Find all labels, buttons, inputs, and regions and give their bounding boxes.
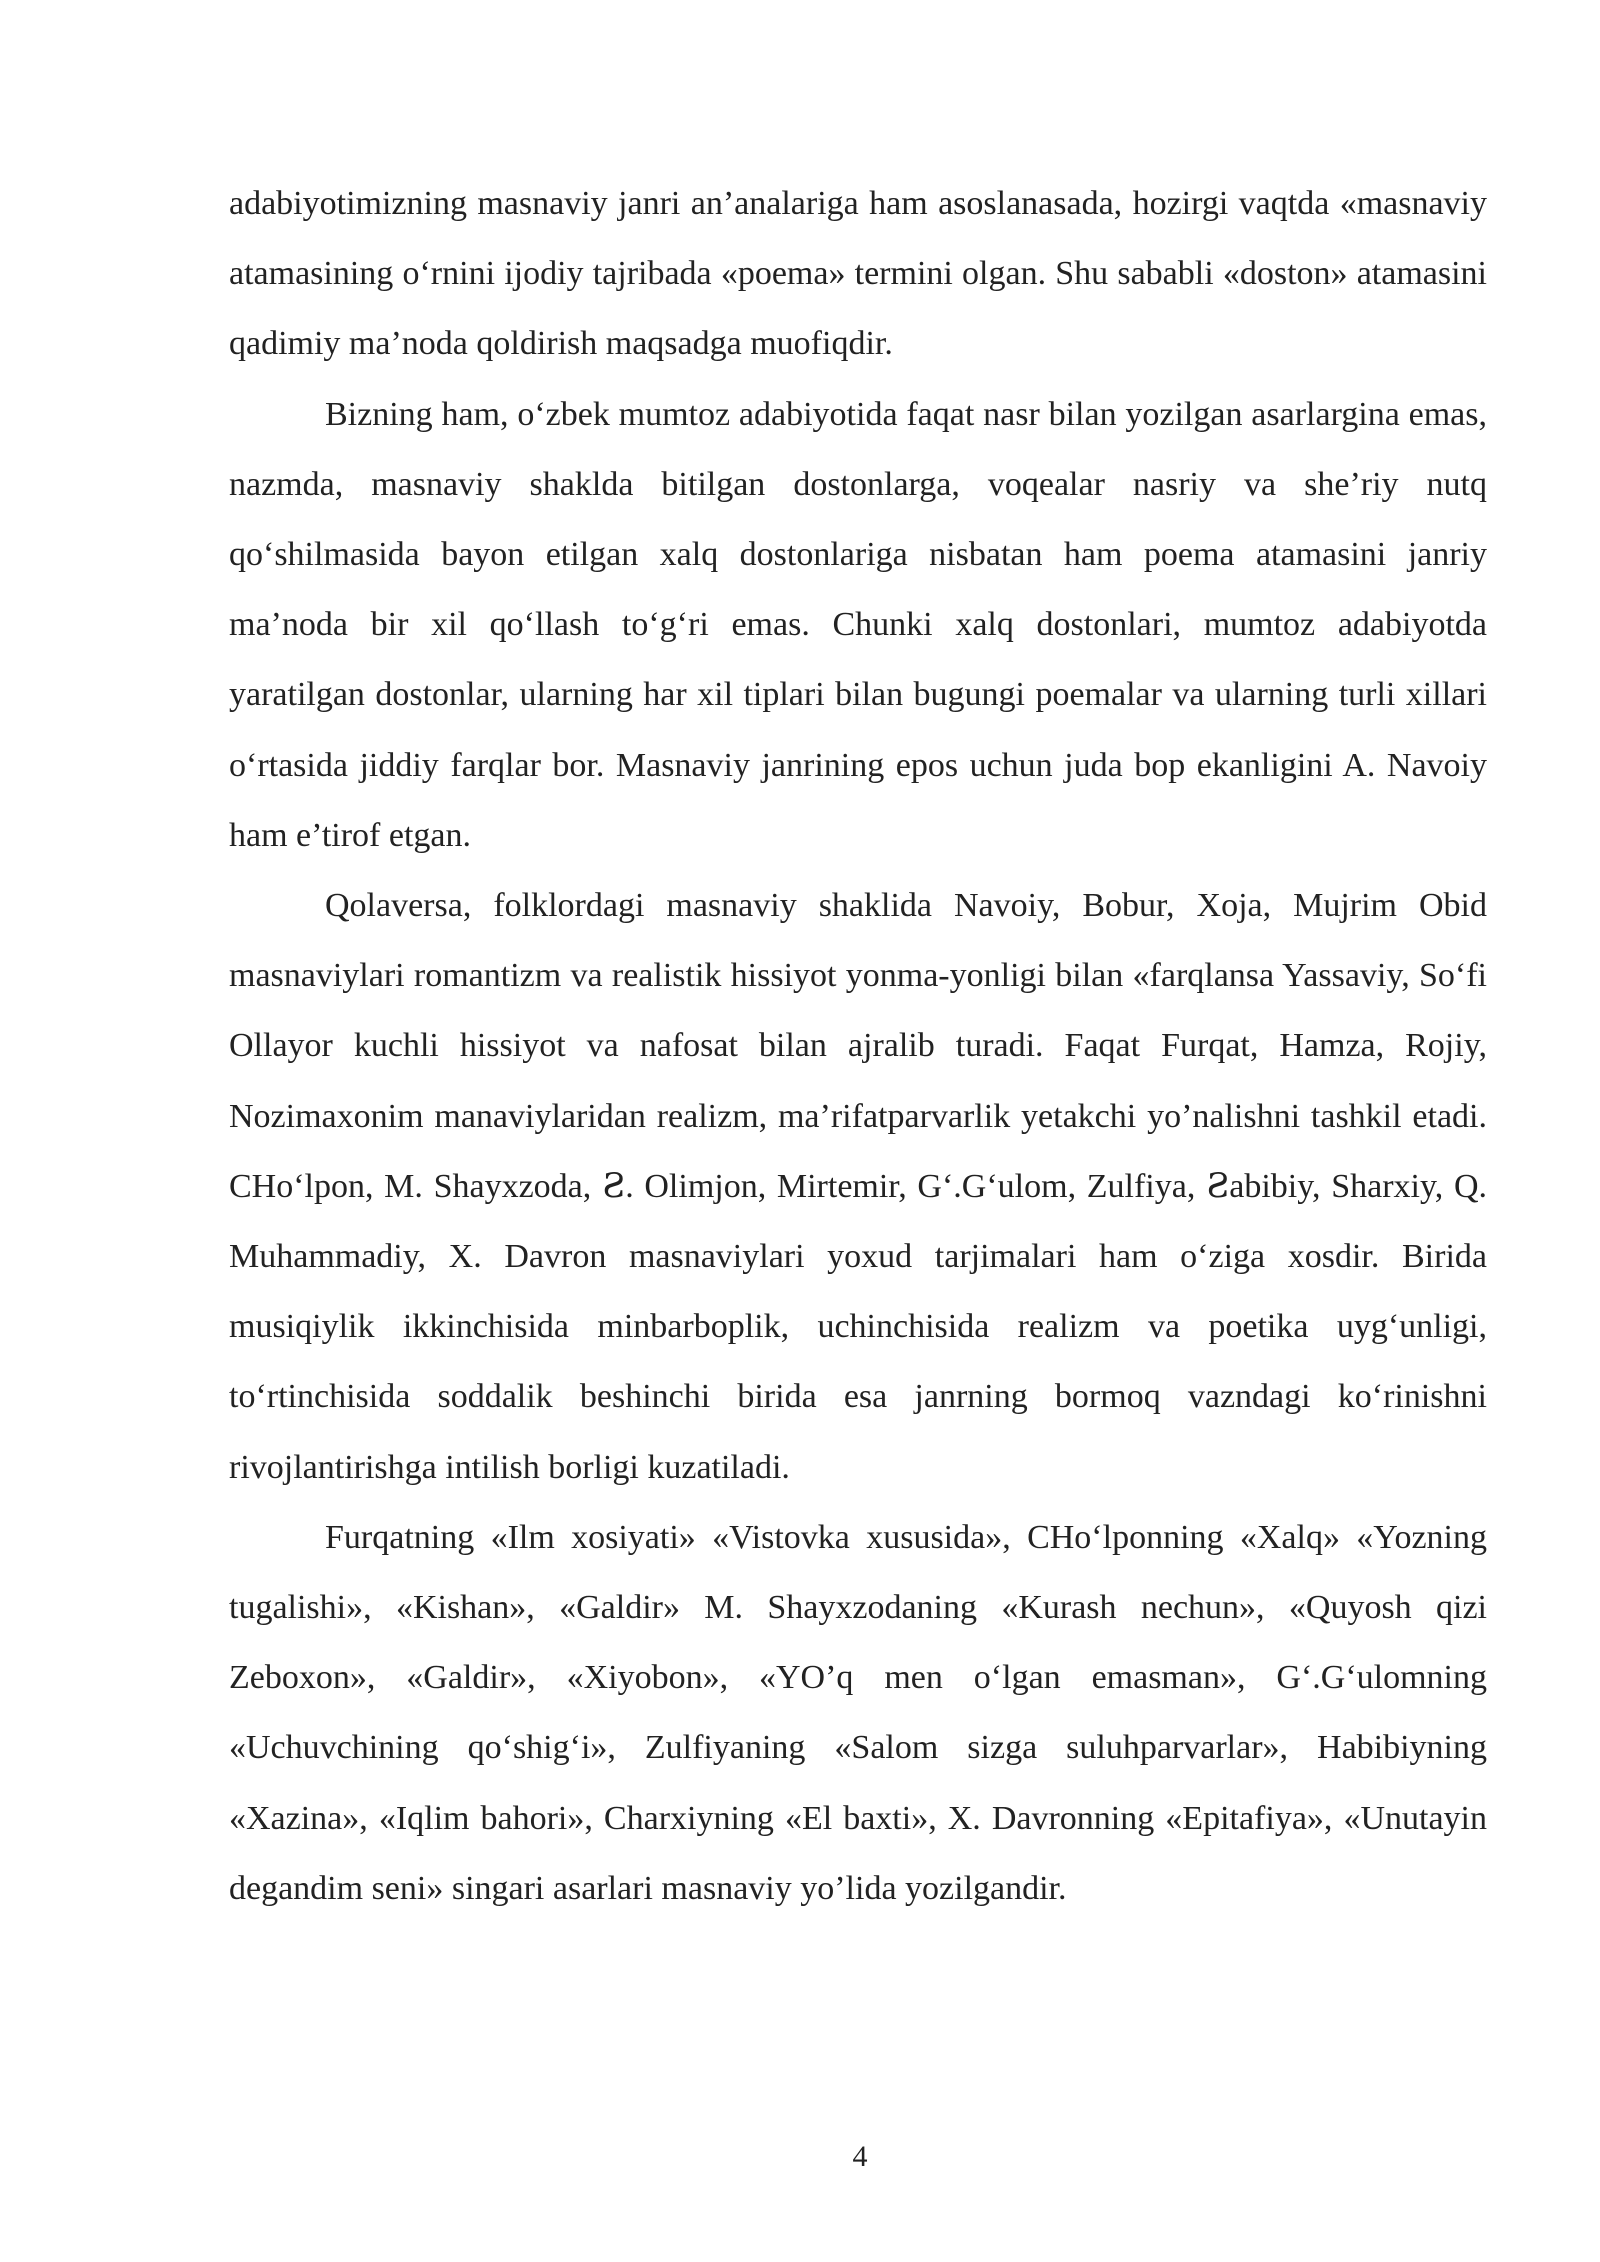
paragraph: Bizning ham, o‘zbek mumtoz adabiyotida faqat nasr bilan yozilgan asarlargina emas, nazmda, masnaviy shaklda bitilgan dostonlarga, voqealar nasriy va she’riy nutq qo‘shilmasida bayon etilgan xalq dostonlariga nisbatan ham poema atamasini janriy ma’noda bir xil qo‘llash to‘g‘ri emas. Chunki xalq dostonlari, mumtoz adabiyotda yaratilgan dostonlar, ularning har xil tiplari bilan bugungi poemalar va ularning turli xillari o‘rtasida jiddiy farqlar bor. Masnaviy janrining epos uchun juda bop ekanligini A. Navoiy ham e’tirof etgan. [229,395,1487,854]
paragraph: Qolaversa, folklordagi masnaviy shaklida Navoiy, Bobur, Xoja, Mujrim Obid masnaviylari romantizm va realistik hissiyot yonma-yonligi bilan «farqlansa Yassaviy, So‘fi Ollayor kuchli hissiyot va nafosat bilan ajralib turadi. Faqat Furqat, Hamza, Rojiy, Nozimaxonim manaviylaridan realizm, ma’rifatparvarlik yetakchi yo’nalishni tashkil etadi. CHo‘lpon, M. Shayxzoda, Ꙅ. Olimjon, Mirtemir, G‘.G‘ulom, Zulfiya, Ꙅabibiy, Sharxiy, Q. Muhammadiy, X. Davron masnaviylari yoxud tarjimalari ham o‘ziga xosdir. Birida musiqiylik ikkinchisida minbarboplik, uchinchisida realizm va poetika uyg‘unligi, to‘rtinchisida soddalik beshinchi birida esa janrning bormoq vazndagi ko‘rinishni rivojlantirishga intilish borligi kuzatiladi. [229,887,1487,1486]
paragraph: Furqatning «Ilm xosiyati» «Vistovka xususida», CHo‘lponning «Xalq» «Yozning tugalishi», «Kishan», «Galdir» M. Shayxzodaning «Kurash nechun», «Quyosh qizi Zeboxon», «Galdir», «Xiyobon», «YO’q men o‘lgan emasman», G‘.G‘ulomning «Uchuvchining qo‘shig‘i», Zulfiyaning «Salom sizga suluhparvarlar», Habibiyning «Xazina», «Iqlim bahori», Charxiyning «El baxti», X. Davronning «Epitafiya», «Unutayin degandim seni» singari asarlari masnaviy yo’lida yozilgandir. [229,1518,1487,1907]
paragraph-continuation: adabiyotimizning masnaviy janri an’analariga ham asoslanasada, hozirgi vaqtda «masnaviy atamasining o‘rnini ijodiy tajribada «poema» termini olgan. Shu sababli «doston» atamasini qadimiy ma’noda qoldirish maqsadga muofiqdir. [229,185,1487,363]
page-number: 4 [852,2140,868,2173]
body-text [229,169,1487,1924]
